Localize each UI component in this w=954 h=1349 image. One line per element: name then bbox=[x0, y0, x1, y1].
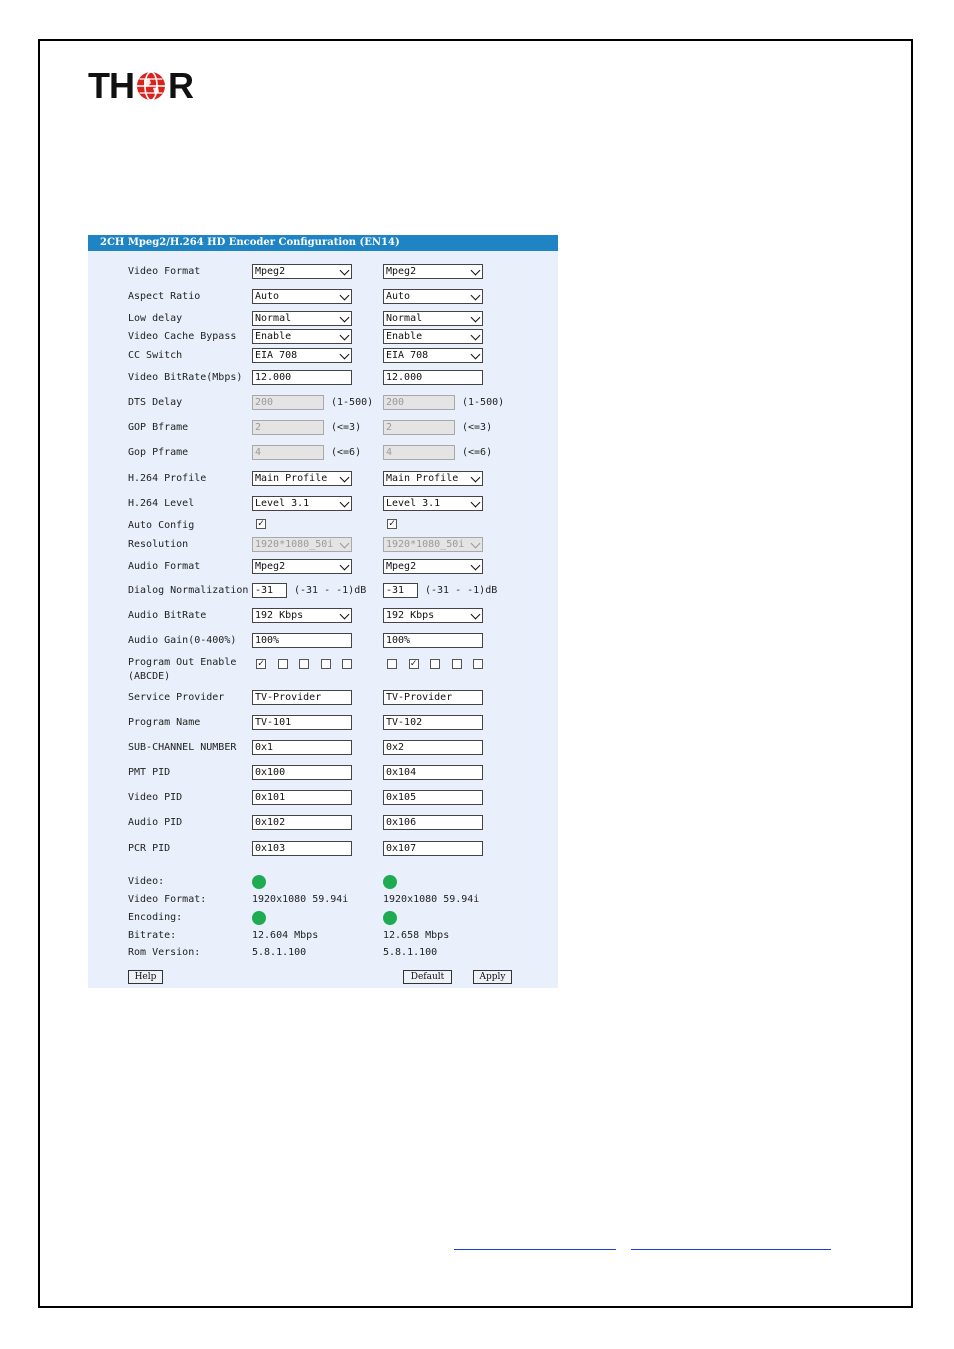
gop-pframe-label: Gop Pframe bbox=[128, 447, 189, 458]
gop-pframe-ch2-input: 4 bbox=[383, 445, 455, 460]
service-provider-label: Service Provider bbox=[128, 692, 225, 703]
audio-bitrate-ch2-select[interactable]: 192 Kbps bbox=[383, 608, 483, 623]
audio-gain-0-400-label: Audio Gain(0-400%) bbox=[128, 635, 237, 646]
aspect-ratio-ch1-select[interactable]: Auto bbox=[252, 289, 352, 304]
sub-channel-number-ch2-input[interactable]: 0x2 bbox=[383, 740, 483, 755]
audio-format-label: Audio Format bbox=[128, 561, 201, 572]
auto-config-ch1-checkbox[interactable]: ✓ bbox=[257, 518, 265, 529]
panel-title: 2CH Mpeg2/H.264 HD Encoder Configuration (EN14) bbox=[88, 235, 558, 251]
program-out-enable-ch2-checkbox-d[interactable] bbox=[452, 659, 462, 669]
h-264-level-label: H.264 Level bbox=[128, 498, 195, 509]
program-out-enable-ch2-checkbox-c[interactable] bbox=[430, 659, 440, 669]
video-format-label: Video Format: bbox=[128, 894, 207, 905]
pmt-pid-ch1-input[interactable]: 0x100 bbox=[252, 765, 352, 780]
program-out-enable-label-sub: (ABCDE) bbox=[128, 671, 171, 682]
default-button[interactable]: Default bbox=[403, 970, 452, 984]
audio-bitrate-ch1-select[interactable]: 192 Kbps bbox=[252, 608, 352, 623]
h-264-profile-ch1-select[interactable]: Main Profile bbox=[252, 471, 352, 486]
aspect-ratio-ch2-select[interactable]: Auto bbox=[383, 289, 483, 304]
program-name-ch2-input[interactable]: TV-102 bbox=[383, 715, 483, 730]
thor-logo bbox=[88, 65, 193, 106]
pmt-pid-ch2-input[interactable]: 0x104 bbox=[383, 765, 483, 780]
dialog-normalization-ch2-input[interactable]: -31 bbox=[383, 583, 418, 598]
gop-bframe-ch2-input: 2 bbox=[383, 420, 455, 435]
program-out-enable-ch1-checkbox-d[interactable] bbox=[321, 659, 331, 669]
pmt-pid-label: PMT PID bbox=[128, 767, 171, 778]
video-cache-bypass-label: Video Cache Bypass bbox=[128, 331, 237, 342]
dts-delay-ch2-input: 200 bbox=[383, 395, 455, 410]
bitrate-ch1-value: 12.604 Mbps bbox=[252, 930, 319, 941]
h-264-level-ch1-select[interactable]: Level 3.1 bbox=[252, 496, 352, 511]
resolution-label: Resolution bbox=[128, 539, 189, 550]
logo-text-left: TH bbox=[88, 65, 134, 106]
bitrate-label: Bitrate: bbox=[128, 930, 177, 941]
program-name-label: Program Name bbox=[128, 717, 201, 728]
apply-button[interactable]: Apply bbox=[473, 970, 512, 984]
program-out-enable-ch2-checkbox-a[interactable] bbox=[387, 659, 397, 669]
audio-gain-0-400-ch1-input[interactable]: 100% bbox=[252, 633, 352, 648]
program-out-enable-label: Program Out Enable bbox=[128, 657, 237, 668]
dts-delay-ch1-input: 200 bbox=[252, 395, 324, 410]
dialog-normalization-label: Dialog Normalization bbox=[128, 585, 249, 596]
service-provider-ch2-input[interactable]: TV-Provider bbox=[383, 690, 483, 705]
low-delay-ch1-select[interactable]: Normal bbox=[252, 311, 352, 326]
gop-pframe-hint-ch2: (<=6) bbox=[462, 447, 493, 458]
gop-pframe-ch1-input: 4 bbox=[252, 445, 324, 460]
video-cache-bypass-ch1-select[interactable]: Enable bbox=[252, 329, 352, 344]
video-cache-bypass-ch2-select[interactable]: Enable bbox=[383, 329, 483, 344]
audio-bitrate-label: Audio BitRate bbox=[128, 610, 207, 621]
audio-gain-0-400-ch2-input[interactable]: 100% bbox=[383, 633, 483, 648]
video-ch1-status-dot bbox=[252, 875, 266, 889]
video-bitrate-mbps-label: Video BitRate(Mbps) bbox=[128, 372, 243, 383]
gop-bframe-hint-ch2: (<=3) bbox=[462, 422, 493, 433]
pcr-pid-label: PCR PID bbox=[128, 843, 171, 854]
h-264-profile-ch2-select[interactable]: Main Profile bbox=[383, 471, 483, 486]
program-out-enable-ch1-checkbox-a[interactable]: ✓ bbox=[257, 658, 265, 669]
bitrate-ch2-value: 12.658 Mbps bbox=[383, 930, 450, 941]
aspect-ratio-label: Aspect Ratio bbox=[128, 291, 201, 302]
rom-version-ch2-value: 5.8.1.100 bbox=[383, 947, 438, 958]
email-link-2[interactable] bbox=[631, 1249, 831, 1250]
audio-pid-label: Audio PID bbox=[128, 817, 183, 828]
video-format-ch1-select[interactable]: Mpeg2 bbox=[252, 264, 352, 279]
resolution-ch1-select: 1920*1080_50i bbox=[252, 537, 352, 552]
h-264-profile-label: H.264 Profile bbox=[128, 473, 207, 484]
program-out-enable-ch1-checkbox-b[interactable] bbox=[278, 659, 288, 669]
cc-switch-ch1-select[interactable]: EIA 708 bbox=[252, 348, 352, 363]
pcr-pid-ch2-input[interactable]: 0x107 bbox=[383, 841, 483, 856]
video-ch2-status-dot bbox=[383, 875, 397, 889]
video-pid-ch2-input[interactable]: 0x105 bbox=[383, 790, 483, 805]
encoding-label: Encoding: bbox=[128, 912, 183, 923]
encoder-config-panel bbox=[88, 235, 558, 988]
auto-config-label: Auto Config bbox=[128, 520, 195, 531]
help-button[interactable]: Help bbox=[128, 970, 163, 984]
video-bitrate-mbps-ch1-input[interactable]: 12.000 bbox=[252, 370, 352, 385]
auto-config-ch2-checkbox[interactable]: ✓ bbox=[388, 518, 396, 529]
h-264-level-ch2-select[interactable]: Level 3.1 bbox=[383, 496, 483, 511]
gop-pframe-hint-ch1: (<=6) bbox=[331, 447, 362, 458]
encoding-ch2-status-dot bbox=[383, 911, 397, 925]
program-out-enable-ch1-checkbox-e[interactable] bbox=[342, 659, 352, 669]
program-out-enable-ch2-checkbox-e[interactable] bbox=[473, 659, 483, 669]
rom-version-ch1-value: 5.8.1.100 bbox=[252, 947, 307, 958]
audio-pid-ch1-input[interactable]: 0x102 bbox=[252, 815, 352, 830]
email-link-1[interactable] bbox=[454, 1249, 616, 1250]
cc-switch-label: CC Switch bbox=[128, 350, 183, 361]
gop-bframe-hint-ch1: (<=3) bbox=[331, 422, 362, 433]
rom-version-label: Rom Version: bbox=[128, 947, 201, 958]
video-format-label: Video Format bbox=[128, 266, 201, 277]
sub-channel-number-ch1-input[interactable]: 0x1 bbox=[252, 740, 352, 755]
sub-channel-number-label: SUB-CHANNEL NUMBER bbox=[128, 742, 237, 753]
dialog-normalization-ch1-input[interactable]: -31 bbox=[252, 583, 287, 598]
program-name-ch1-input[interactable]: TV-101 bbox=[252, 715, 352, 730]
cc-switch-ch2-select[interactable]: EIA 708 bbox=[383, 348, 483, 363]
gop-bframe-label: GOP Bframe bbox=[128, 422, 189, 433]
dialog-normalization-hint-ch1: (-31 - -1)dB bbox=[294, 585, 367, 596]
video-label: Video: bbox=[128, 876, 165, 887]
video-pid-ch1-input[interactable]: 0x101 bbox=[252, 790, 352, 805]
audio-format-ch2-select[interactable]: Mpeg2 bbox=[383, 559, 483, 574]
resolution-ch2-select: 1920*1080_50i bbox=[383, 537, 483, 552]
dts-delay-hint-ch2: (1-500) bbox=[462, 397, 505, 408]
service-provider-ch1-input[interactable]: TV-Provider bbox=[252, 690, 352, 705]
dts-delay-label: DTS Delay bbox=[128, 397, 183, 408]
globe-logo-icon bbox=[135, 70, 167, 102]
video-bitrate-mbps-ch2-input[interactable]: 12.000 bbox=[383, 370, 483, 385]
audio-format-ch1-select[interactable]: Mpeg2 bbox=[252, 559, 352, 574]
program-out-enable-ch2-checkbox-b[interactable]: ✓ bbox=[410, 658, 417, 669]
video-format-ch2-value: 1920x1080 59.94i bbox=[383, 894, 480, 905]
logo-text-right: R bbox=[168, 65, 193, 106]
program-out-enable-ch1-checkbox-c[interactable] bbox=[299, 659, 309, 669]
video-pid-label: Video PID bbox=[128, 792, 183, 803]
low-delay-ch2-select[interactable]: Normal bbox=[383, 311, 483, 326]
dts-delay-hint-ch1: (1-500) bbox=[331, 397, 374, 408]
low-delay-label: Low delay bbox=[128, 313, 183, 324]
audio-pid-ch2-input[interactable]: 0x106 bbox=[383, 815, 483, 830]
pcr-pid-ch1-input[interactable]: 0x103 bbox=[252, 841, 352, 856]
video-format-ch1-value: 1920x1080 59.94i bbox=[252, 894, 349, 905]
gop-bframe-ch1-input: 2 bbox=[252, 420, 324, 435]
video-format-ch2-select[interactable]: Mpeg2 bbox=[383, 264, 483, 279]
encoding-ch1-status-dot bbox=[252, 911, 266, 925]
dialog-normalization-hint-ch2: (-31 - -1)dB bbox=[425, 585, 498, 596]
